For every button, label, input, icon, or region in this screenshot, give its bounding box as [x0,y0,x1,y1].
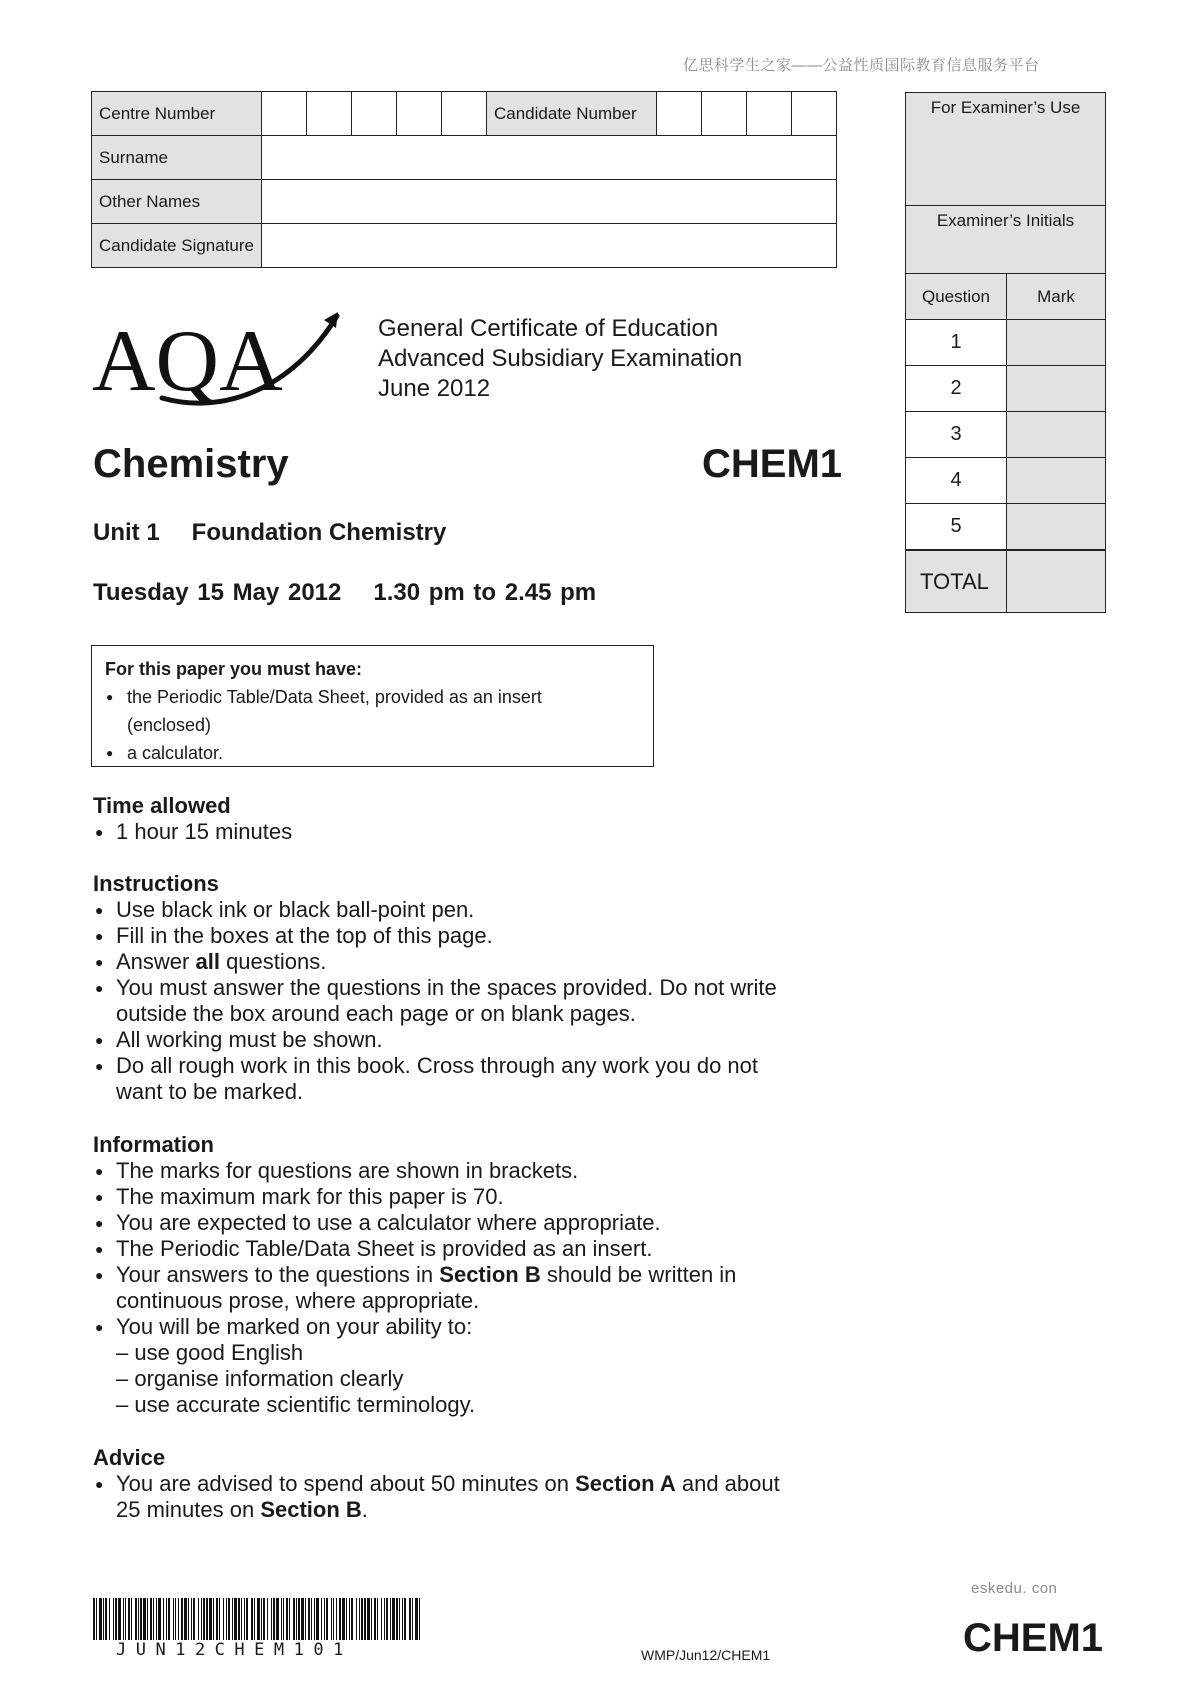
advice-item: ● You are advised to spend about 50 minutes on Section A and about 25 minutes on Section B. [93,1471,813,1523]
barcode-bar [251,1598,253,1640]
barcode-bar [99,1598,102,1640]
must-have-box [91,645,654,767]
total-mark-cell[interactable] [1007,550,1106,612]
barcode-bar [140,1598,142,1640]
barcode-bar [241,1598,242,1640]
barcode-bar [404,1598,406,1640]
must-have-heading: For this paper you must have: [105,659,363,679]
barcode-bar [364,1598,366,1640]
question-number: 2 [906,366,1007,412]
footer-paper-code: CHEM1 [963,1616,1104,1660]
qualification-line-2: Advanced Subsidiary Examination [378,345,743,372]
subject-title: Chemistry [93,442,289,486]
instruction-item: ● Fill in the boxes at the top of this page. [93,923,813,949]
paper-reference: WMP/Jun12/CHEM1 [641,1647,771,1663]
barcode-bar [156,1598,157,1640]
barcode-bar [209,1598,212,1640]
mark-cell[interactable] [1007,412,1106,458]
centre-number-box-5[interactable] [442,92,487,136]
barcode-bar [138,1598,139,1640]
barcode-bar [173,1598,174,1640]
marking-criterion: – use accurate scientific terminology. [116,1392,476,1417]
barcode-bar [293,1598,295,1640]
barcode-bar [198,1598,199,1640]
barcode-bar [386,1598,388,1640]
barcode-bar [168,1598,170,1640]
barcode-bar [123,1598,124,1640]
time-allowed-item: ● 1 hour 15 minutes [93,819,813,845]
barcode-bar [254,1598,255,1640]
barcode-bar [105,1598,107,1640]
mark-cell[interactable] [1007,320,1106,366]
barcode-bar [296,1598,297,1640]
barcode-bar [286,1598,288,1640]
centre-number-box-4[interactable] [397,92,442,136]
barcode-bar [153,1598,154,1640]
information-item: ● The maximum mark for this paper is 70. [93,1184,813,1210]
barcode-bar [131,1598,132,1640]
barcode-bar [181,1598,183,1640]
instruction-item: ● All working must be shown. [93,1027,813,1053]
question-number: 5 [906,504,1007,551]
mark-cell[interactable] [1007,366,1106,412]
examiners-use-label: For Examiner’s Use [906,93,1105,206]
barcode-bar [367,1598,370,1640]
barcode-bar [150,1598,152,1640]
barcode-bar [342,1598,345,1640]
barcode-bar [216,1598,218,1640]
barcode-bar [402,1598,403,1640]
mark-header: Mark [1007,274,1106,320]
barcode-bar [314,1598,315,1640]
candidate-signature-field[interactable] [262,224,837,268]
barcode-bar [158,1598,161,1640]
mark-cell[interactable] [1007,458,1106,504]
advice-section [93,1445,813,1523]
barcode-bar [276,1598,279,1640]
information-item: ● The marks for questions are shown in brackets. [93,1158,813,1184]
paper-code: CHEM1 [702,442,843,486]
other-names-field[interactable] [262,180,837,224]
barcode-bar [361,1598,363,1640]
barcode-bar [305,1598,306,1640]
watermark-header: 亿思科学生之家——公益性质国际教育信息服务平台 [683,57,1040,74]
barcode-bar [356,1598,357,1640]
barcode-bar [267,1598,268,1640]
barcode-bar [188,1598,189,1640]
barcode-bar [271,1598,272,1640]
barcode-bar [392,1598,395,1640]
qualification-block [378,314,742,404]
barcode-bar [238,1598,240,1640]
candidate-details-table [91,91,837,268]
question-number: 1 [906,320,1007,366]
surname-field[interactable] [262,136,837,180]
barcode-bar [409,1598,411,1640]
barcode-bar [109,1598,110,1640]
instruction-item: ● You must answer the questions in the spaces provided. Do not write outside the box around each page or on blank pages. [93,975,813,1027]
barcode-bar [396,1598,398,1640]
barcode-bar [339,1598,341,1640]
exam-date-line [93,579,596,607]
barcode-bar [263,1598,265,1640]
barcode-bar [184,1598,187,1640]
barcode-bar [412,1598,413,1640]
barcode-bar [308,1598,310,1640]
barcode-bar [331,1598,332,1640]
barcode-bar [244,1598,245,1640]
barcode-bar [349,1598,350,1640]
barcode-bar [419,1598,420,1640]
barcode-bar [178,1598,179,1640]
information-item: ● You will be marked on your ability to: [93,1314,813,1340]
marking-criterion: – use good English [116,1340,304,1365]
information-item: ● The Periodic Table/Data Sheet is provided as an insert. [93,1236,813,1262]
barcode-bar [273,1598,275,1640]
candidate-signature-label: Candidate Signature [92,224,262,268]
barcode-bar [326,1598,328,1640]
barcode-bar [163,1598,164,1640]
qualification-line-3: June 2012 [378,375,491,402]
barcode-bar [175,1598,176,1640]
time-allowed-heading: Time allowed [93,793,231,818]
barcode-bar [118,1598,121,1640]
barcode-bar [281,1598,282,1640]
footer-site-watermark: eskedu. con [971,1580,1058,1597]
barcode-bar [226,1598,227,1640]
centre-number-box-1[interactable] [262,92,307,136]
barcode-bar [143,1598,146,1640]
examiners-initials-label: Examiner’s Initials [906,206,1105,274]
instructions-section [93,871,813,1105]
barcode-bar [301,1598,304,1640]
candidate-number-box-2[interactable] [702,92,747,136]
barcode-bar [333,1598,334,1640]
barcode-bar [219,1598,220,1640]
instructions-heading: Instructions [93,871,219,896]
barcode-bar [351,1598,353,1640]
barcode-bar [371,1598,372,1640]
unit-title: Foundation Chemistry [191,519,447,546]
question-number: 3 [906,412,1007,458]
centre-number-label: Centre Number [92,92,262,136]
barcode-bar [103,1598,104,1640]
question-number: 4 [906,458,1007,504]
barcode-bar [223,1598,224,1640]
barcode-bar [283,1598,284,1640]
time-allowed-section [93,793,813,845]
barcode-bar [289,1598,290,1640]
barcode-bar [234,1598,237,1640]
barcode-bar [206,1598,208,1640]
marking-criterion: – organise information clearly [116,1366,404,1391]
barcode-bar [298,1598,300,1640]
barcode-bar [113,1598,114,1640]
barcode-bar [93,1598,95,1640]
barcode-bar [257,1598,260,1640]
barcode-bar [232,1598,233,1640]
barcode-bar [381,1598,382,1640]
exam-day: Tuesday 15 May 2012 [93,579,342,606]
barcode-bar [135,1598,137,1640]
barcode-bar [324,1598,325,1640]
unit-line [93,519,446,547]
aqa-logo [92,310,342,410]
barcode-bar [246,1598,248,1640]
logo-text: AQA [92,313,283,410]
mark-cell[interactable] [1007,504,1106,551]
barcode-bar [316,1598,319,1640]
barcode-bar [96,1598,97,1640]
must-have-item: ● the Periodic Table/Data Sheet, provided as an insert (enclosed) [105,683,640,739]
barcode-bar [336,1598,337,1640]
information-item: ● Your answers to the questions in Section B should be written in continuous prose, where appropriate. [93,1262,813,1314]
qualification-line-1: General Certificate of Education [378,315,719,342]
information-section [93,1132,813,1418]
centre-number-box-2[interactable] [307,92,352,136]
barcode-bar [359,1598,360,1640]
barcode-image [93,1598,420,1640]
examiner-use-panel [905,92,1106,613]
information-heading: Information [93,1132,214,1157]
barcode-bar [193,1598,195,1640]
centre-number-box-3[interactable] [352,92,397,136]
must-have-item: ● a calculator. [105,739,640,767]
surname-label: Surname [92,136,262,180]
barcode-bar [321,1598,322,1640]
instruction-item: ● Do all rough work in this book. Cross through any work you do not want to be marked. [93,1053,813,1105]
barcode-bar [128,1598,130,1640]
exam-time: 1.30 pm to 2.45 pm [373,579,597,606]
barcode-bar [399,1598,400,1640]
unit-label: Unit 1 [93,519,160,546]
barcode-bar [377,1598,378,1640]
question-header: Question [906,274,1007,320]
other-names-label: Other Names [92,180,262,224]
instruction-item: ● Use black ink or black ball-point pen. [93,897,813,923]
barcode-bar [191,1598,192,1640]
total-label: TOTAL [906,550,1007,612]
barcode-bar [261,1598,262,1640]
barcode-bar [415,1598,418,1640]
barcode-bar [213,1598,214,1640]
barcode-bar [147,1598,148,1640]
instruction-item: ● Answer all questions. [93,949,813,975]
candidate-number-box-4[interactable] [792,92,837,136]
information-item: ● You are expected to use a calculator where appropriate. [93,1210,813,1236]
barcode-bar [125,1598,126,1640]
advice-heading: Advice [93,1445,166,1470]
candidate-number-box-1[interactable] [657,92,702,136]
barcode-bar [115,1598,117,1640]
barcode-bar [228,1598,230,1640]
barcode-bar [203,1598,205,1640]
barcode-bar [346,1598,347,1640]
marks-table [906,274,1105,612]
barcode-bar [166,1598,167,1640]
barcode-bar [201,1598,202,1640]
candidate-number-label: Candidate Number [487,92,657,136]
barcode-bar [390,1598,391,1640]
barcode-bar [384,1598,385,1640]
barcode-text: JUN12CHEM101 [116,1640,353,1660]
candidate-number-box-3[interactable] [747,92,792,136]
barcode-bar [311,1598,312,1640]
barcode-bar [374,1598,376,1640]
